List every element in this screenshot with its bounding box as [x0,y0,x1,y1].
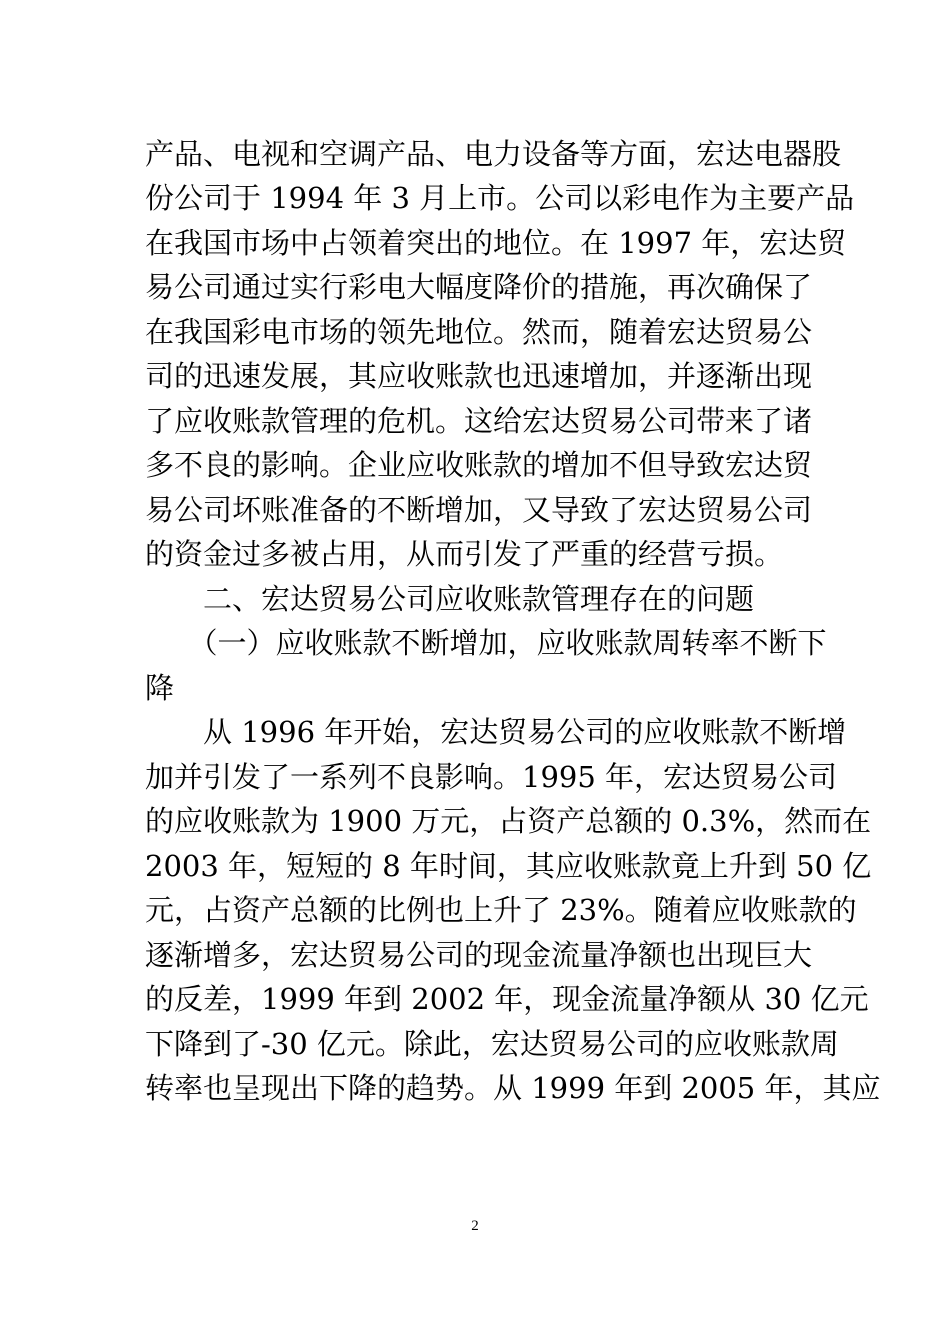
text-line: 在我国彩电市场的领先地位。然而，随着宏达贸易公 [145,315,813,349]
text-line: 从 1996 年开始，宏达贸易公司的应收账款不断增 [145,715,847,749]
text-line: 元，占资产总额的比例也上升了 23%。随着应收账款的 [145,893,857,927]
text-line: 份公司于 1994 年 3 月上市。公司以彩电作为主要产品 [145,181,855,215]
text-line: 多不良的影响。企业应收账款的增加不但导致宏达贸 [145,448,813,482]
text-line: 下降到了-30 亿元。除此，宏达贸易公司的应收账款周 [145,1027,839,1061]
text-line: 的反差，1999 年到 2002 年，现金流量净额从 30 亿元 [145,982,869,1016]
subsection-heading: （一）应收账款不断增加，应收账款周转率不断下 [145,626,827,660]
text-line: 的资金过多被占用，从而引发了严重的经营亏损。 [145,537,784,571]
text-line: 2003 年，短短的 8 年时间，其应收账款竟上升到 50 亿 [145,849,872,883]
text-line: 在我国市场中占领着突出的地位。在 1997 年，宏达贸 [145,226,847,260]
text-line: 易公司坏账准备的不断增加，又导致了宏达贸易公司 [145,493,813,527]
text-line: 了应收账款管理的危机。这给宏达贸易公司带来了诸 [145,404,813,438]
text-line: 加并引发了一系列不良影响。1995 年，宏达贸易公司 [145,760,838,794]
text-line: 易公司通过实行彩电大幅度降价的措施，再次确保了 [145,270,813,304]
text-line: 转率也呈现出下降的趋势。从 1999 年到 2005 年，其应 [145,1071,881,1105]
text-line: 的应收账款为 1900 万元，占资产总额的 0.3%，然而在 [145,804,872,838]
text-line: 司的迅速发展，其应收账款也迅速增加，并逐渐出现 [145,359,813,393]
subsection-heading-continued: 降 [145,671,175,705]
text-line: 逐渐增多，宏达贸易公司的现金流量净额也出现巨大 [145,938,813,972]
section-heading: 二、宏达贸易公司应收账款管理存在的问题 [145,582,755,616]
page-number: 2 [471,1218,479,1234]
text-line: 产品、电视和空调产品、电力设备等方面，宏达电器股 [145,137,842,171]
